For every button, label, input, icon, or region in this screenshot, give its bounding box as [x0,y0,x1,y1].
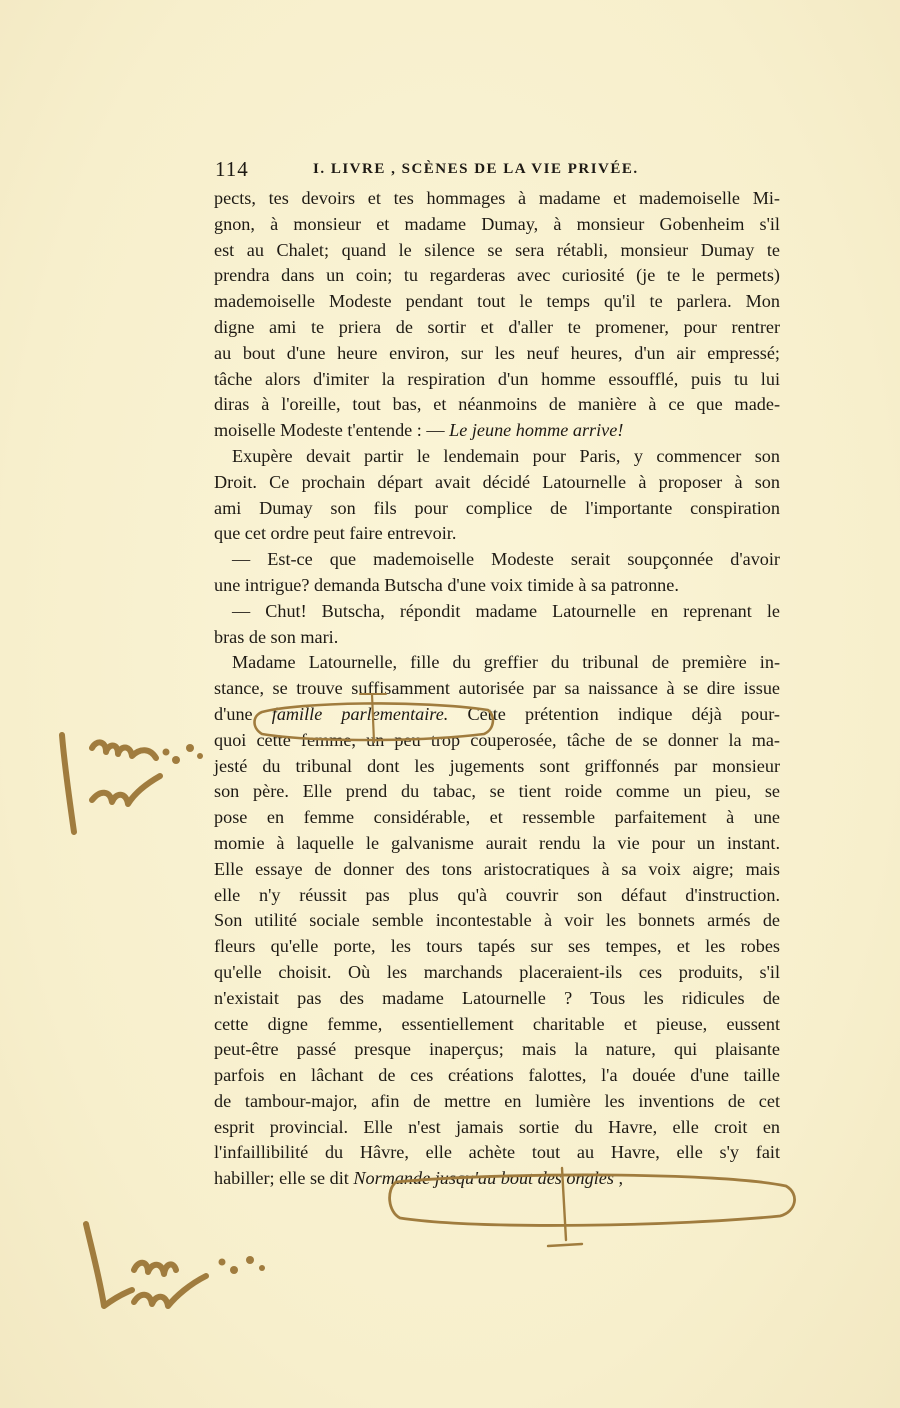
text-line-roman: momie à laquelle le galvanisme aurait rendu la vie pour un instant. [214,832,780,853]
text-line-roman: une intrigue? demanda Butscha d'une voix timide à sa patronne. [214,574,679,595]
text-line-roman: jesté du tribunal dont les jugements sont griffonnés par monsieur [214,755,780,776]
text-line [214,263,780,289]
text-line [214,1140,780,1166]
margin-stroke-lower [86,1224,132,1306]
text-line [214,392,780,418]
text-line-roman: tâche alors d'imiter la respiration d'un homme essoufflé, puis tu lui [214,368,780,389]
text-line-roman: esprit provincial. Elle n'est jamais sortie du Havre, elle croit en [214,1116,780,1137]
text-line-roman: quoi cette femme, un peu trop couperosée, tâche de se donner la ma- [214,729,780,750]
text-line-roman: Elle essaye de donner des tons aristocratiques à sa voix aigre; mais [214,858,780,879]
text-line [214,831,780,857]
text-line-roman-after: Cette prétention indique déjà pour- [448,703,780,724]
text-line [214,986,780,1012]
text-line-roman: fleurs qu'elle porte, les tours tapés sur ses tempes, et les robes [214,936,780,957]
text-line [214,521,780,547]
text-line-roman: peut-être passé presque inaperçus; mais la nature, qui plaisante [214,1039,780,1060]
text-line [214,315,780,341]
margin-script-lower-1 [134,1263,176,1274]
text-line-roman: Madame Latournelle, fille du greffier du tribunal de première in- [232,652,780,673]
text-line [214,1115,780,1141]
text-line [214,238,780,264]
text-line [214,779,780,805]
text-line [214,908,780,934]
text-line-roman: qu'elle choisit. Où les marchands placeraient-ils ces produits, s'il [214,961,780,982]
text-line-roman: elle n'y réussit pas plus qu'à couvrir son défaut d'instruction. [214,884,780,905]
text-line [214,857,780,883]
text-line-roman: l'infaillibilité du Hâvre, elle achète tout au Havre, elle s'y fait [214,1142,780,1163]
text-line [214,496,780,522]
running-head [215,157,780,185]
text-line [214,1012,780,1038]
text-line-roman: au bout d'une heure environ, sur les neuf heures, d'un air empressé; [214,342,780,363]
text-line-roman: Exupère devait partir le lendemain pour Paris, y commencer son [232,445,780,466]
text-line-italic: Le jeune homme arrive! [449,420,624,441]
body-text [214,186,780,1192]
text-line-roman: mademoiselle Modeste pendant tout le temps qu'il te parlera. Mon [214,291,780,312]
text-line [214,650,780,676]
text-line-roman: cette digne femme, essentiellement charitable et pieuse, eussent [214,1013,780,1034]
text-line [214,883,780,909]
text-line-roman: ami Dumay son fils pour complice de l'importante conspiration [214,497,780,518]
text-line-italic: Normande jusqu'au bout des ongles , [353,1168,624,1189]
text-line [214,805,780,831]
margin-script-lower-2 [134,1276,206,1306]
margin-script-upper-2 [92,776,160,804]
text-line [214,1037,780,1063]
text-line [214,728,780,754]
margin-script-upper-1 [92,742,156,758]
text-line-roman: n'existait pas des madame Latournelle ? Tous les ridicules de [214,987,780,1008]
text-line-roman: Droit. Ce prochain départ avait décidé Latournelle à proposer à son [214,471,780,492]
text-line [214,960,780,986]
text-line-roman: de tambour-major, afin de mettre en lumière les inventions de cet [214,1090,780,1111]
margin-stroke-upper [62,735,74,832]
text-line [214,212,780,238]
text-line [214,702,780,728]
text-line-roman: bras de son mari. [214,626,339,647]
text-line [214,289,780,315]
text-line-roman: pose en femme considérable, et ressemble parfaitement à une [214,807,780,828]
text-line [214,1166,780,1192]
text-line-roman: diras à l'oreille, tout bas, et néanmoins de manière à ce que made- [214,394,780,415]
text-line-roman: gnon, à monsieur et madame Dumay, à monsieur Gobenheim s'il [214,213,780,234]
page-number: 114 [215,157,249,181]
text-line [214,1089,780,1115]
text-line [214,754,780,780]
text-line [214,418,780,444]
text-line-roman: d'une [214,703,272,724]
text-line [214,444,780,470]
text-line [214,934,780,960]
text-line-roman: son père. Elle prend du tabac, se tient roide comme un pieu, se [214,781,780,802]
text-line [214,186,780,212]
text-line-roman: que cet ordre peut faire entrevoir. [214,523,457,544]
text-line-roman: est au Chalet; quand le silence se sera rétabli, monsieur Dumay te [214,239,780,260]
text-line [214,1063,780,1089]
text-line-roman: — Est-ce que mademoiselle Modeste serait soupçonnée d'avoir [232,549,780,570]
text-line [214,625,780,651]
text-line-roman: digne ami te priera de sortir et d'aller te promener, pour rentrer [214,316,780,337]
text-line [214,367,780,393]
running-title: I. LIVRE , SCÈNES DE LA VIE PRIVÉE. [313,161,639,177]
text-line-roman: pects, tes devoirs et tes hommages à madame et mademoiselle Mi- [214,188,780,208]
text-line-roman: stance, se trouve suffisamment autorisée par sa naissance à se dire issue [214,678,780,699]
text-line-roman: moiselle Modeste t'entende : — [214,420,450,441]
text-line-roman: habiller; elle se dit [214,1168,354,1189]
caret-mark-lower-bar [548,1244,582,1246]
text-line-roman: — Chut! Butscha, répondit madame Latournelle en reprenant le [232,600,780,621]
text-line [214,676,780,702]
text-line [214,470,780,496]
text-line-roman: prendra dans un coin; tu regarderas avec curiosité (je te le permets) [214,265,780,286]
text-line-italic: famille parlementaire. [271,703,449,724]
text-line [214,573,780,599]
text-line-roman: parfois en lâchant de ces créations falottes, l'a douée d'une taille [214,1065,780,1086]
text-line [214,547,780,573]
text-line-roman: Son utilité sociale semble incontestable à voir les bonnets armés de [214,910,780,931]
text-line [214,599,780,625]
text-line [214,341,780,367]
